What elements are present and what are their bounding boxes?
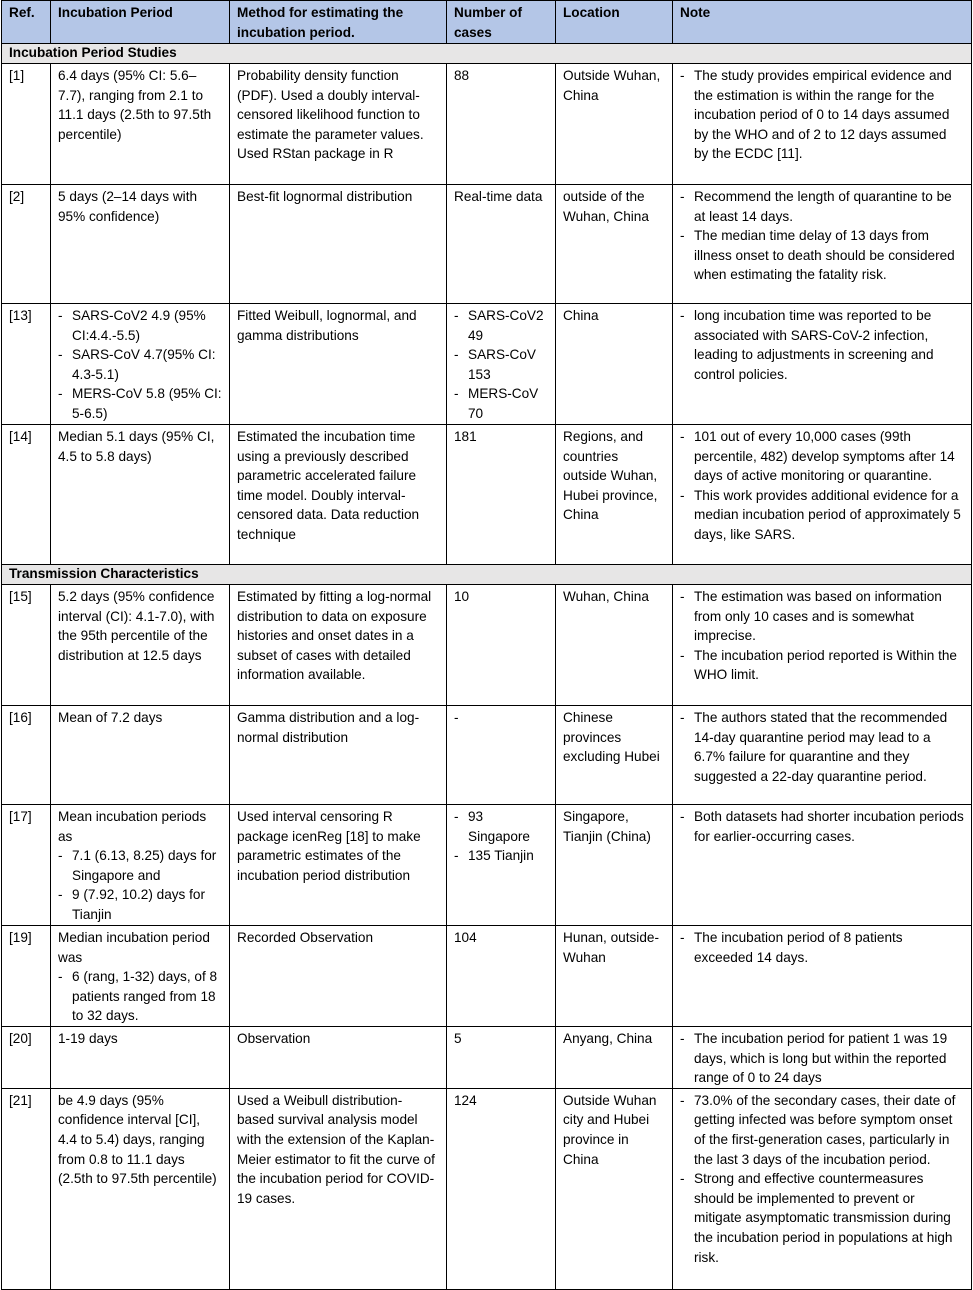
cell-incubation-period-text: 1-19 days [58, 1031, 118, 1046]
cell-number-of-cases [447, 706, 556, 805]
cell-note [673, 1088, 972, 1289]
header-method: Method for estimating the incubation period. [230, 1, 447, 44]
table-row [2, 304, 972, 425]
cell-number-of-cases [447, 64, 556, 185]
note-list [680, 187, 964, 285]
note-item: - Recommend the length of quarantine to be at least 14 days. [680, 187, 964, 226]
cell-method: Fitted Weibull, lognormal, and gamma distributions [230, 304, 447, 425]
incubation-period-item: - SARS-CoV 4.7(95% CI: 4.3-5.1) [58, 345, 222, 384]
cell-location: Outside Wuhan, China [556, 64, 673, 185]
cell-incubation-period-text: Median 5.1 days (95% CI, 4.5 to 5.8 days) [58, 429, 215, 464]
note-list [680, 1029, 964, 1088]
note-item: - Strong and effective countermeasures should be implemented to prevent or mitigate asymptomatic transmission during the incubation period in populations at high risk. [680, 1169, 964, 1267]
cell-note [673, 185, 972, 304]
note-item: - The study provides empirical evidence and the estimation is within the range for the incubation period of 0 to 14 days assumed by the WHO and of 2 to 12 days assumed by the ECDC [11]. [680, 66, 964, 164]
note-list [680, 66, 964, 164]
cell-incubation-period-text: Median incubation period was [58, 930, 210, 965]
incubation-period-table [1, 0, 972, 1290]
cell-incubation-period [51, 1088, 230, 1289]
section-header-row [2, 44, 972, 64]
cell-number-of-cases [447, 304, 556, 425]
incubation-period-item: - 9 (7.92, 10.2) days for Tianjin [58, 885, 222, 924]
note-list [680, 708, 964, 786]
header-location: Location [556, 1, 673, 44]
cell-number-of-cases-text: 124 [454, 1092, 477, 1108]
cell-method: Probability density function (PDF). Used a doubly interval-censored likelihood function to estimate the parameter values. Used RStan package in R [230, 64, 447, 185]
cell-method: Recorded Observation [230, 926, 447, 1027]
note-item: - Both datasets had shorter incubation periods for earlier-occurring cases. [680, 807, 964, 846]
cell-number-of-cases [447, 1088, 556, 1289]
cell-note [673, 425, 972, 565]
cell-location: Regions, and countries outside Wuhan, Hubei province, China [556, 425, 673, 565]
cell-number-of-cases [447, 185, 556, 304]
cell-location: outside of the Wuhan, China [556, 185, 673, 304]
cell-method: Gamma distribution and a log-normal distribution [230, 706, 447, 805]
note-list [680, 587, 964, 685]
cell-note [673, 304, 972, 425]
cell-location: Anyang, China [556, 1027, 673, 1089]
table-header-row [2, 1, 972, 44]
cell-number-of-cases [447, 1027, 556, 1089]
note-item: - The median time delay of 13 days from illness onset to death should be considered when estimating the fatality risk. [680, 226, 964, 285]
section-header-row [2, 565, 972, 585]
cell-location: Chinese provinces excluding Hubei [556, 706, 673, 805]
cell-ref: [17] [2, 805, 51, 926]
cell-note [673, 585, 972, 706]
table-row [2, 185, 972, 304]
table-body [2, 44, 972, 1290]
cell-ref: [15] [2, 585, 51, 706]
table-row [2, 1027, 972, 1089]
cell-number-of-cases-list [454, 306, 548, 424]
incubation-period-item: - 7.1 (6.13, 8.25) days for Singapore and [58, 846, 222, 885]
cell-location: Singapore, Tianjin (China) [556, 805, 673, 926]
note-item: - 73.0% of the secondary cases, their date of getting infected was before symptom onset of the first-generation cases, particularly in the last 3 days of the incubation period. [680, 1091, 964, 1169]
cell-number-of-cases-text: - [454, 710, 459, 725]
cell-note [673, 1027, 972, 1089]
header-note: Note [673, 1, 972, 44]
table-row [2, 926, 972, 1027]
cases-item: - MERS-CoV 70 [454, 384, 548, 423]
header-number-of-cases: Number of cases [447, 1, 556, 44]
cell-note [673, 706, 972, 805]
cases-item: - 93 Singapore [454, 807, 548, 846]
cell-incubation-period-list [58, 967, 222, 1026]
table-row [2, 706, 972, 805]
cell-number-of-cases-text: Real-time data [454, 189, 543, 204]
cell-incubation-period [51, 1027, 230, 1089]
table-row [2, 425, 972, 565]
cell-ref: [21] [2, 1088, 51, 1289]
cell-note [673, 805, 972, 926]
cell-location: Wuhan, China [556, 585, 673, 706]
cell-note [673, 926, 972, 1027]
note-list [680, 306, 964, 384]
cell-incubation-period [51, 585, 230, 706]
note-item: - The incubation period reported is Within the WHO limit. [680, 646, 964, 685]
cell-location: China [556, 304, 673, 425]
section-title: Incubation Period Studies [2, 44, 972, 64]
note-item: - The estimation was based on information from only 10 cases and is somewhat imprecise. [680, 587, 964, 646]
cell-incubation-period [51, 64, 230, 185]
note-item: - This work provides additional evidence for a median incubation period of approximately 5 days, like SARS. [680, 486, 964, 545]
cell-ref: [14] [2, 425, 51, 565]
cases-item: - 135 Tianjin [454, 846, 548, 866]
cell-incubation-period-text: 5 days (2–14 days with 95% confidence) [58, 189, 198, 224]
note-list [680, 928, 964, 967]
table-row [2, 805, 972, 926]
cell-incubation-period [51, 805, 230, 926]
table-row [2, 64, 972, 185]
cases-item: - SARS-CoV2 49 [454, 306, 548, 345]
cell-incubation-period [51, 304, 230, 425]
cell-note [673, 64, 972, 185]
header-incubation-period: Incubation Period [51, 1, 230, 44]
incubation-period-item: - SARS-CoV2 4.9 (95% CI:4.4.-5.5) [58, 306, 222, 345]
cell-incubation-period [51, 926, 230, 1027]
cell-ref: [19] [2, 926, 51, 1027]
note-item: - 101 out of every 10,000 cases (99th percentile, 482) develop symptoms after 14 days of active monitoring or quarantine. [680, 427, 964, 486]
cases-item: - SARS-CoV 153 [454, 345, 548, 384]
note-item: - long incubation time was reported to be associated with SARS-CoV-2 infection, leading to adjustments in screening and control policies. [680, 306, 964, 384]
note-list [680, 427, 964, 545]
cell-incubation-period [51, 425, 230, 565]
cell-method: Used a Weibull distribution-based survival analysis model with the extension of the Kaplan-Meier estimator to fit the curve of the incubation period for COVID-19 cases. [230, 1088, 447, 1289]
cell-ref: [20] [2, 1027, 51, 1089]
cell-ref: [1] [2, 64, 51, 185]
cell-incubation-period-text: Mean of 7.2 days [58, 710, 163, 725]
cell-method: Best-fit lognormal distribution [230, 185, 447, 304]
cell-incubation-period-text: 5.2 days (95% confidence interval (CI): 4.1-7.0), with the 95th percentile of the distribution at 12.5 days [58, 589, 215, 663]
cell-method: Estimated the incubation time using a previously described parametric accelerated failure time model. Doubly interval-censored data. Data reduction technique [230, 425, 447, 565]
cell-incubation-period [51, 706, 230, 805]
note-list [680, 807, 964, 846]
cell-ref: [13] [2, 304, 51, 425]
note-list [680, 1091, 964, 1267]
incubation-period-item: - 6 (rang, 1-32) days, of 8 patients ranged from 18 to 32 days. [58, 967, 222, 1026]
table-row [2, 1088, 972, 1289]
header-ref: Ref. [2, 1, 51, 44]
cell-method: Estimated by fitting a log-normal distribution to data on exposure histories and onset dates in a subset of cases with detailed information available. [230, 585, 447, 706]
cell-number-of-cases [447, 425, 556, 565]
note-item: - The authors stated that the recommended 14-day quarantine period may lead to a 6.7% failure for quarantine and they suggested a 22-day quarantine period. [680, 708, 964, 786]
cell-number-of-cases [447, 926, 556, 1027]
cell-ref: [2] [2, 185, 51, 304]
table-row [2, 585, 972, 706]
note-item: - The incubation period for patient 1 was 19 days, which is long but within the reported range of 0 to 24 days [680, 1029, 964, 1088]
cell-method: Used interval censoring R package icenReg [18] to make parametric estimates of the incubation period distribution [230, 805, 447, 926]
incubation-period-item: - MERS-CoV 5.8 (95% CI: 5-6.5) [58, 384, 222, 423]
cell-incubation-period [51, 185, 230, 304]
cell-incubation-period-text: 6.4 days (95% CI: 5.6–7.7), ranging from 2.1 to 11.1 days (2.5th to 97.5th percentile) [58, 68, 212, 142]
section-title: Transmission Characteristics [2, 565, 972, 585]
cell-number-of-cases-text: 10 [454, 589, 470, 604]
cell-number-of-cases-text: 5 [454, 1031, 462, 1046]
cell-number-of-cases-text: 88 [454, 68, 470, 83]
cell-number-of-cases-text: 104 [454, 930, 477, 945]
cell-location: Outside Wuhan city and Hubei province in China [556, 1088, 673, 1289]
cell-incubation-period-text: Mean incubation periods as [58, 809, 207, 844]
cell-number-of-cases [447, 805, 556, 926]
cell-number-of-cases-list [454, 807, 548, 866]
note-item: - The incubation period of 8 patients exceeded 14 days. [680, 928, 964, 967]
cell-method: Observation [230, 1027, 447, 1089]
cell-ref: [16] [2, 706, 51, 805]
cell-number-of-cases [447, 585, 556, 706]
cell-incubation-period-list [58, 846, 222, 924]
cell-location: Hunan, outside-Wuhan [556, 926, 673, 1027]
cell-incubation-period-list [58, 306, 222, 424]
cell-number-of-cases-text: 181 [454, 429, 477, 444]
cell-incubation-period-text: be 4.9 days (95% confidence interval [CI], 4.4 to 5.4) days, ranging from 0.8 to 11.1 days (2.5th to 97.5th percentile) [58, 1092, 217, 1187]
